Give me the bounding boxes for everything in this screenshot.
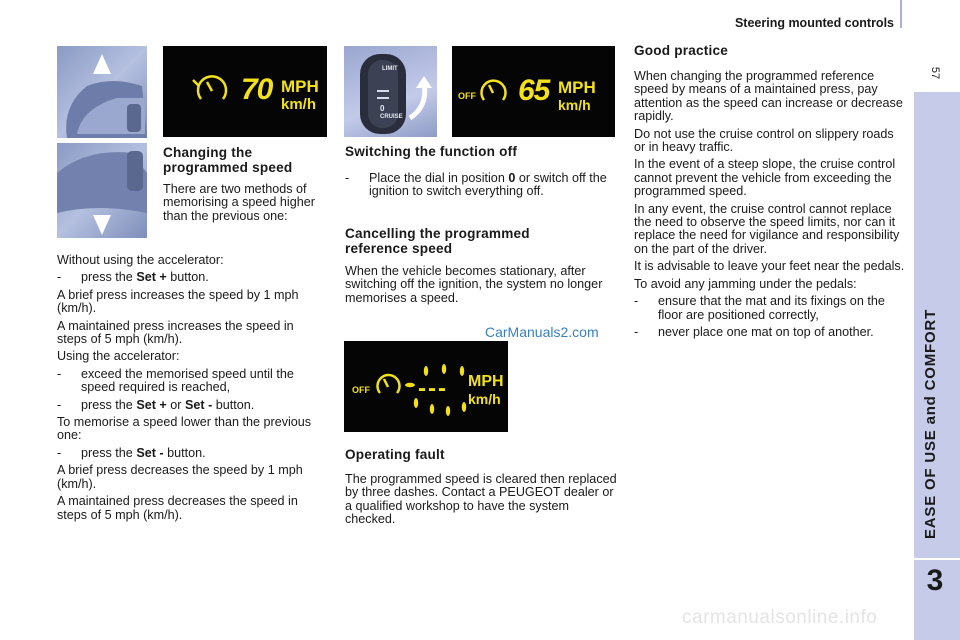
intro-text: There are two methods of memorising a speed higher than the previous one: [163,182,315,223]
page-header-title: Steering mounted controls [734,16,894,30]
display-unit-kmh: km/h [281,96,317,113]
header-divider [900,0,902,28]
lever-label-zero: 0 [380,104,385,113]
list-item: - Place the dial in position 0 or switch off the ignition to switch everything off. [345,171,607,199]
paragraph: A maintained press increases the speed in steps of 5 mph (km/h). [57,318,294,347]
heading-switching-off: Switching the function off [345,144,518,159]
paragraph: When the vehicle becomes stationary, after switching off the ignition, the system no longer memorises a speed. [345,264,603,305]
lever-label-limit: LIMIT [382,66,398,72]
page-number: 57 [929,66,941,80]
column-3-body [634,70,906,339]
heading-cancelling: Cancelling the programmed reference speed [345,226,530,256]
steering-control-up-image [57,46,147,138]
section-title: EASE OF USE and COMFORT [922,308,939,540]
display-off-label: OFF [352,385,370,395]
display-unit-kmh: km/h [468,391,501,407]
display-fault-dashes [344,341,508,432]
list-item: - press the Set + button. [57,270,209,285]
lever-label-cruise: CRUISE [380,114,403,120]
heading-good-practice: Good practice [634,43,728,58]
steering-lever-down-figure [57,143,147,238]
display-off-label: OFF [458,91,476,101]
paragraph: A brief press increases the speed by 1 mph (km/h). [57,287,299,316]
display-unit-mph: MPH [468,373,504,390]
paragraph: The programmed speed is cleared then replaced by three dashes. Contact a PEUGEOT dealer or a qualified workshop to have the system checked. [345,472,617,527]
display-unit-mph: MPH [281,77,319,96]
list-item: - press the Set - button. [57,445,206,460]
chapter-divider [914,558,960,560]
paragraph: To avoid any jamming under the pedals: [634,276,857,291]
steering-control-down-image [57,143,147,238]
paragraph: Do not use the cruise control on slippery roads or in heavy traffic. [634,126,894,155]
paragraph: A maintained press decreases the speed in steps of 5 mph (km/h). [57,494,298,522]
list-item: - press the Set + or Set - button. [57,397,255,412]
list-item: - ensure that the mat and its fixings on the floor are positioned correctly, [634,294,885,322]
column-1-body [57,254,319,522]
display-speed-70 [163,46,327,137]
paragraph: Using the accelerator: [57,349,180,364]
paragraph: In any event, the cruise control cannot replace the need to observe the speed limits, nor can it replace the need for vigilance and responsibility on the part of the driver. [634,201,900,256]
paragraph: When changing the programmed reference speed by means of a maintained press, pay attention as the speed can increase or decrease rapidly. [634,69,903,124]
list-item: - never place one mat on top of another. [634,324,874,339]
watermark-carmanuals: CarManuals2.com [485,324,599,340]
chapter-number: 3 [926,564,944,597]
steering-lever-up-figure [57,46,147,138]
display-unit-kmh: km/h [558,97,591,113]
cruise-lever-image [344,46,437,137]
paragraph: Without using the accelerator: [57,253,224,267]
display-speed-value: --- [418,375,448,402]
paragraph: To memorise a speed lower than the previous one: [57,415,312,443]
display-speed-value: 65 [518,74,550,107]
display-speed-value: 70 [241,73,273,106]
display-off-65 [452,46,615,137]
heading-changing-speed: Changing the programmed speed [163,145,293,175]
paragraph: A brief press decreases the speed by 1 mph (km/h). [57,463,303,491]
heading-operating-fault: Operating fault [345,447,445,462]
paragraph: In the event of a steep slope, the cruise control cannot prevent the vehicle from exceeding the programmed speed. [634,157,896,199]
footer-watermark: carmanualsonline.info [682,607,878,628]
list-item: - exceed the memorised speed until the speed required is reached, [57,366,294,395]
display-unit-mph: MPH [558,78,596,97]
paragraph: It is advisable to leave your feet near the pedals. [634,259,905,274]
cruise-dial-figure [344,46,437,137]
